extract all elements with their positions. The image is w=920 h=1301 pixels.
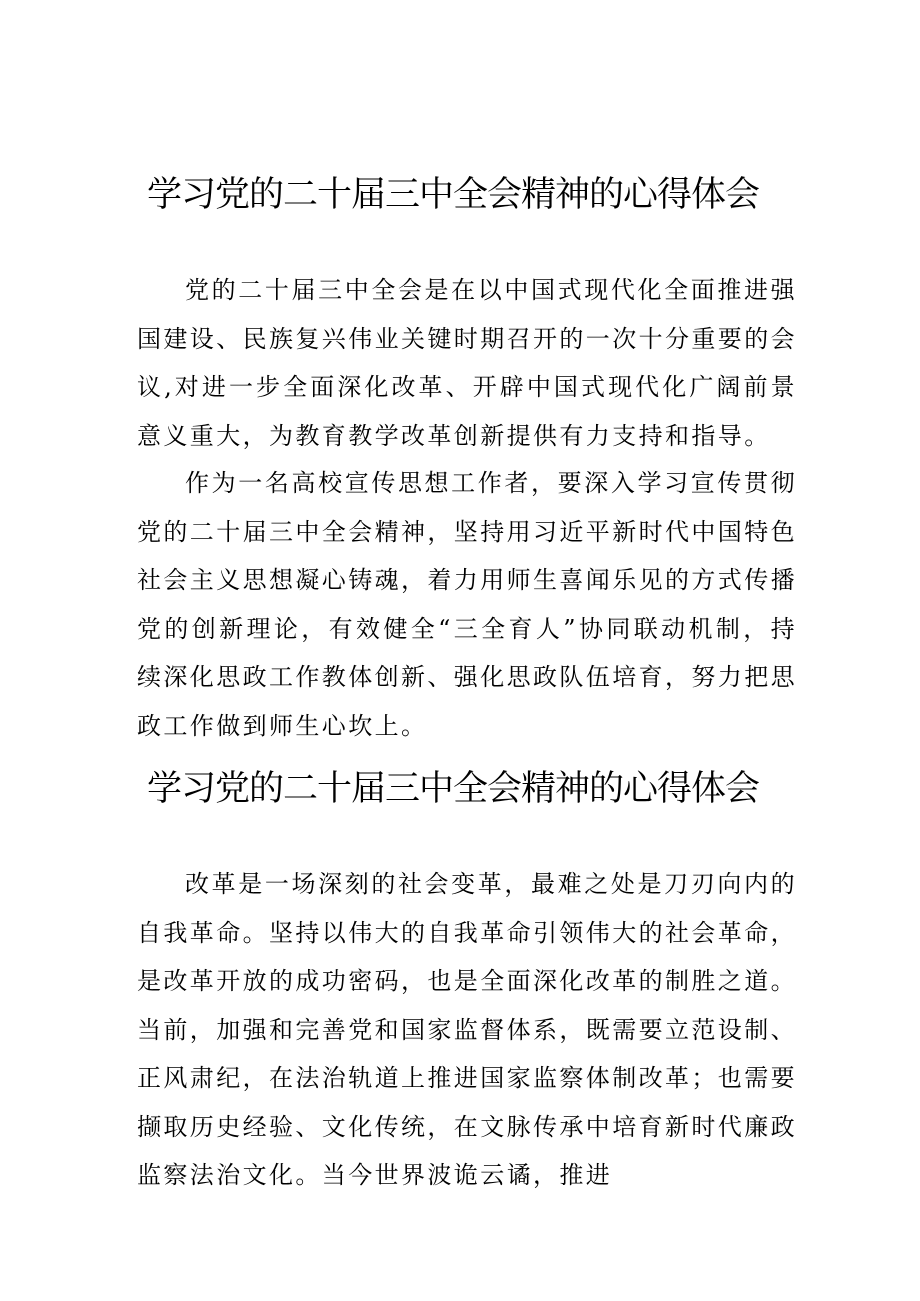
section-2-paragraph-1: 改革是一场深刻的社会变革，最难之处是刀刃向内的自我革命。坚持以伟大的自我革命引领伟大的社会革命，是改革开放的成功密码，也是全面深化改革的制胜之道。当前，加强和完善党和国家监督体系，既需要立范设制、正风肃纪，在法治轨道上推进国家监察体制改革；也需要撷取历史经验、文化传统，在文脉传承中培育新时代廉政监察法治文化。当今世界波诡云谲，推进 bbox=[137, 870, 797, 1189]
section-title-2: 学习党的二十届三中全会精神的心得体会 bbox=[147, 769, 760, 809]
section-1-paragraph-2: 作为一名高校宣传思想工作者，要深入学习宣传贯彻党的二十届三中全会精神，坚持用习近平新时代中国特色社会主义思想凝心铸魂，着力用师生喜闻乐见的方式传播党的创新理论，有效健全“三全育人”协同联动机制，持续深化思政工作教体创新、强化思政队伍培育，努力把思政工作做到师生心坎上。 bbox=[137, 469, 797, 740]
section-1-paragraph-1: 党的二十届三中全会是在以中国式现代化全面推进强国建设、民族复兴伟业关键时期召开的一次十分重要的会议,对进一步全面深化改革、开辟中国式现代化广阔前景意义重大，为教育教学改革创新提供有力支持和指导。 bbox=[137, 276, 797, 450]
section-title-1: 学习党的二十届三中全会精神的心得体会 bbox=[147, 175, 760, 215]
